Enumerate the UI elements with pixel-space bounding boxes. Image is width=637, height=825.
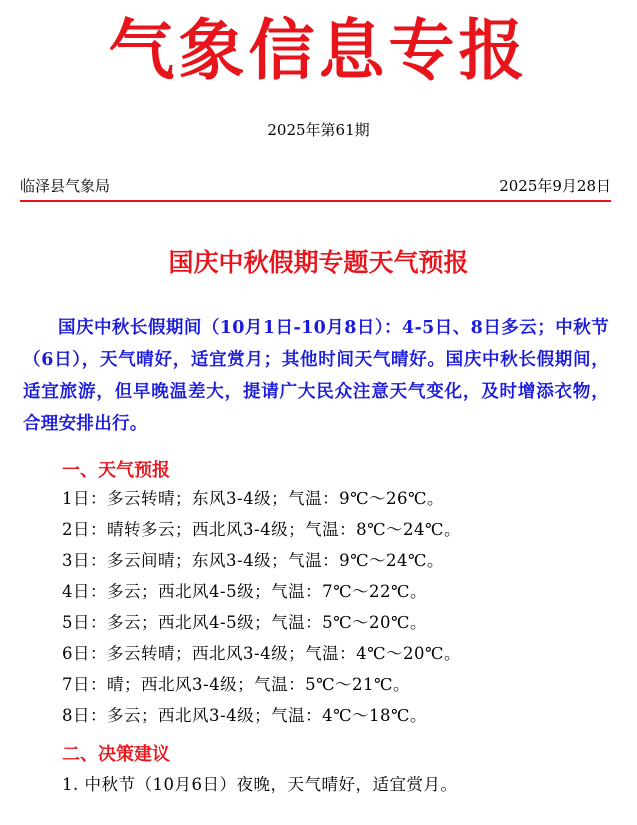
forecast-item-day8: 8日：多云；西北风3-4级；气温：4℃～18℃。 (62, 706, 427, 725)
header-divider (20, 200, 611, 202)
forecast-item-day3: 3日：多云间晴；东风3-4级；气温：9℃～24℃。 (62, 551, 444, 570)
advice-item: 1. 中秋节（10月6日）夜晚，天气晴好，适宜赏月。 (62, 775, 458, 794)
forecast-item-day4: 4日：多云；西北风4-5级；气温：7℃～22℃。 (62, 582, 427, 601)
forecast-item-day1: 1日：多云转晴；东风3-4级；气温：9℃～26℃。 (62, 489, 444, 508)
summary-paragraph: 国庆中秋长假期间（10月1日-10月8日）：4-5日、8日多云；中秋节（6日），天气晴好，适宜赏月；其他时间天气晴好。国庆中秋长假期间，适宜旅游，但早晚温差大，提请广大民众注意天气变化，及时增添衣物，合理安排出行。 (23, 318, 609, 434)
advice-heading: 二、决策建议 (62, 744, 170, 765)
masthead-title: 气象信息专报 (108, 11, 529, 89)
forecast-item-day2: 2日：晴转多云；西北风3-4级；气温：8℃～24℃。 (62, 520, 461, 539)
issue-number: 2025年第61期 (267, 121, 370, 139)
forecast-list (62, 483, 461, 731)
issuer-date-row (20, 175, 611, 196)
forecast-item-day5: 5日：多云；西北风4-5级；气温：5℃～20℃。 (62, 613, 427, 632)
issuer: 临泽县气象局 (20, 177, 111, 195)
document-title: 国庆中秋假期专题天气预报 (168, 248, 469, 277)
forecast-item-day7: 7日：晴；西北风3-4级；气温：5℃～21℃。 (62, 675, 410, 694)
forecast-item-day6: 6日：多云转晴；西北风3-4级；气温：4℃～20℃。 (62, 644, 461, 663)
issue-date: 2025年9月28日 (499, 177, 611, 195)
forecast-heading: 一、天气预报 (62, 460, 170, 481)
